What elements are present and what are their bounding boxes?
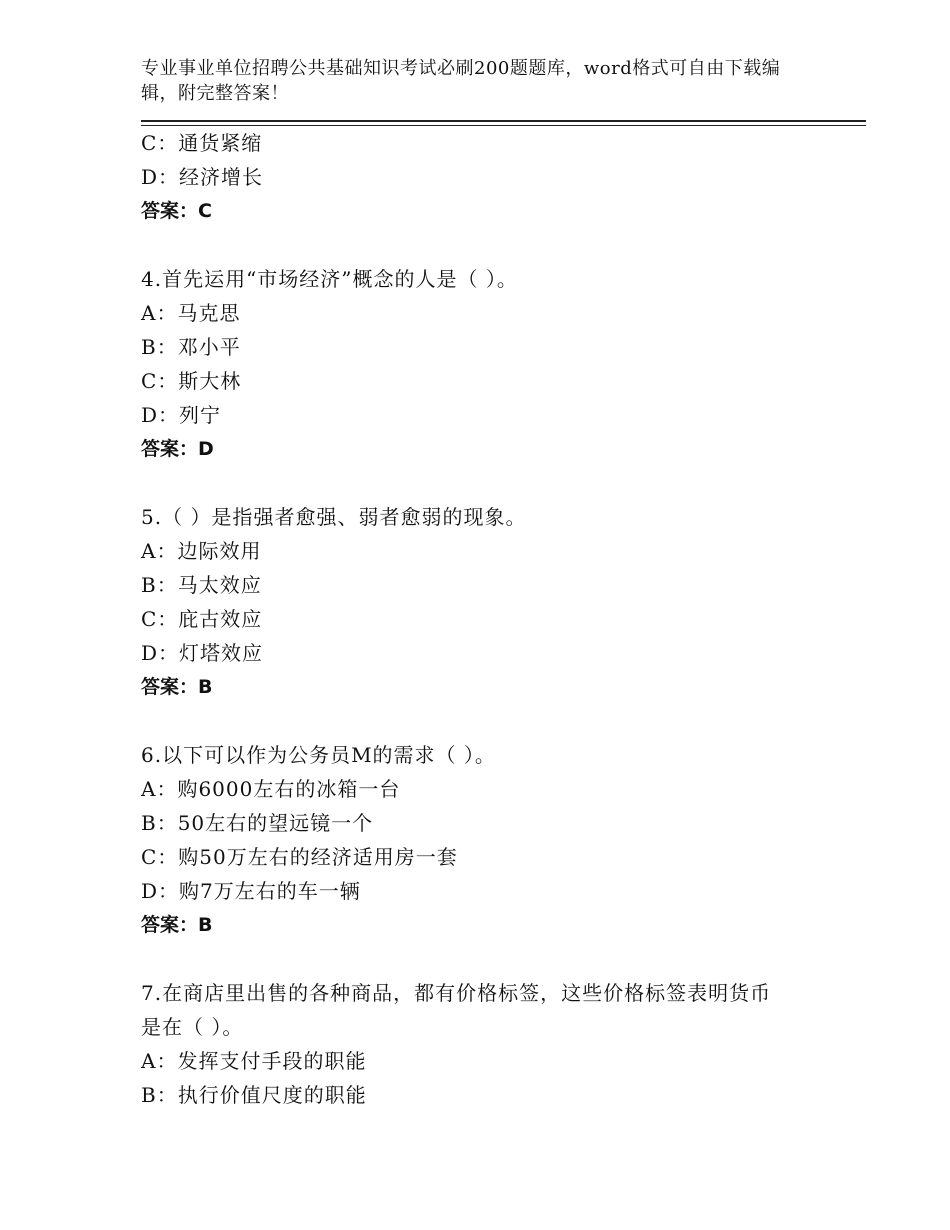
option-d: D：列宁 bbox=[141, 403, 222, 427]
answer: 答案：D bbox=[141, 438, 214, 460]
question-stem-line-1: 7.在商店里出售的各种商品，都有价格标签，这些价格标签表明货币 bbox=[141, 981, 772, 1005]
option-b: B：邓小平 bbox=[141, 335, 241, 359]
spacer bbox=[141, 228, 841, 262]
spacer bbox=[141, 466, 841, 500]
option-b: B：执行价值尺度的职能 bbox=[141, 1083, 367, 1107]
option-d: D：购7万左右的车一辆 bbox=[141, 879, 361, 903]
spacer bbox=[141, 704, 841, 738]
answer: 答案：C bbox=[141, 200, 212, 222]
option-a: A：发挥支付手段的职能 bbox=[141, 1049, 367, 1073]
option-a: A：马克思 bbox=[141, 301, 241, 325]
question-7 bbox=[141, 976, 841, 1112]
question-list bbox=[141, 126, 841, 1112]
option-c: C：庇古效应 bbox=[141, 607, 263, 631]
option-b: B：50左右的望远镜一个 bbox=[141, 811, 374, 835]
option-d: D：经济增长 bbox=[141, 165, 264, 189]
question-stem: 6.以下可以作为公务员M的需求（ ）。 bbox=[141, 743, 496, 767]
question-stem: 5.（ ）是指强者愈强、弱者愈弱的现象。 bbox=[141, 505, 527, 529]
header-divider bbox=[141, 120, 866, 122]
option-c: C：购50万左右的经济适用房一套 bbox=[141, 845, 458, 869]
page-header: 专业事业单位招聘公共基础知识考试必刷200题题库，word格式可自由下载编辑，附完整答案！ bbox=[141, 58, 781, 104]
question-3 bbox=[141, 126, 841, 228]
answer: 答案：B bbox=[141, 676, 213, 698]
question-5 bbox=[141, 500, 841, 704]
option-c: C：斯大林 bbox=[141, 369, 242, 393]
option-d: D：灯塔效应 bbox=[141, 641, 264, 665]
question-stem: 4.首先运用“市场经济”概念的人是（ ）。 bbox=[141, 267, 518, 291]
option-a: A：边际效用 bbox=[141, 539, 262, 563]
question-6 bbox=[141, 738, 841, 942]
option-c: C：通货紧缩 bbox=[141, 131, 263, 155]
option-b: B：马太效应 bbox=[141, 573, 262, 597]
option-a: A：购6000左右的冰箱一台 bbox=[141, 777, 401, 801]
answer: 答案：B bbox=[141, 914, 213, 936]
spacer bbox=[141, 942, 841, 976]
question-stem-line-2: 是在（ ）。 bbox=[141, 1015, 244, 1039]
question-4 bbox=[141, 262, 841, 466]
